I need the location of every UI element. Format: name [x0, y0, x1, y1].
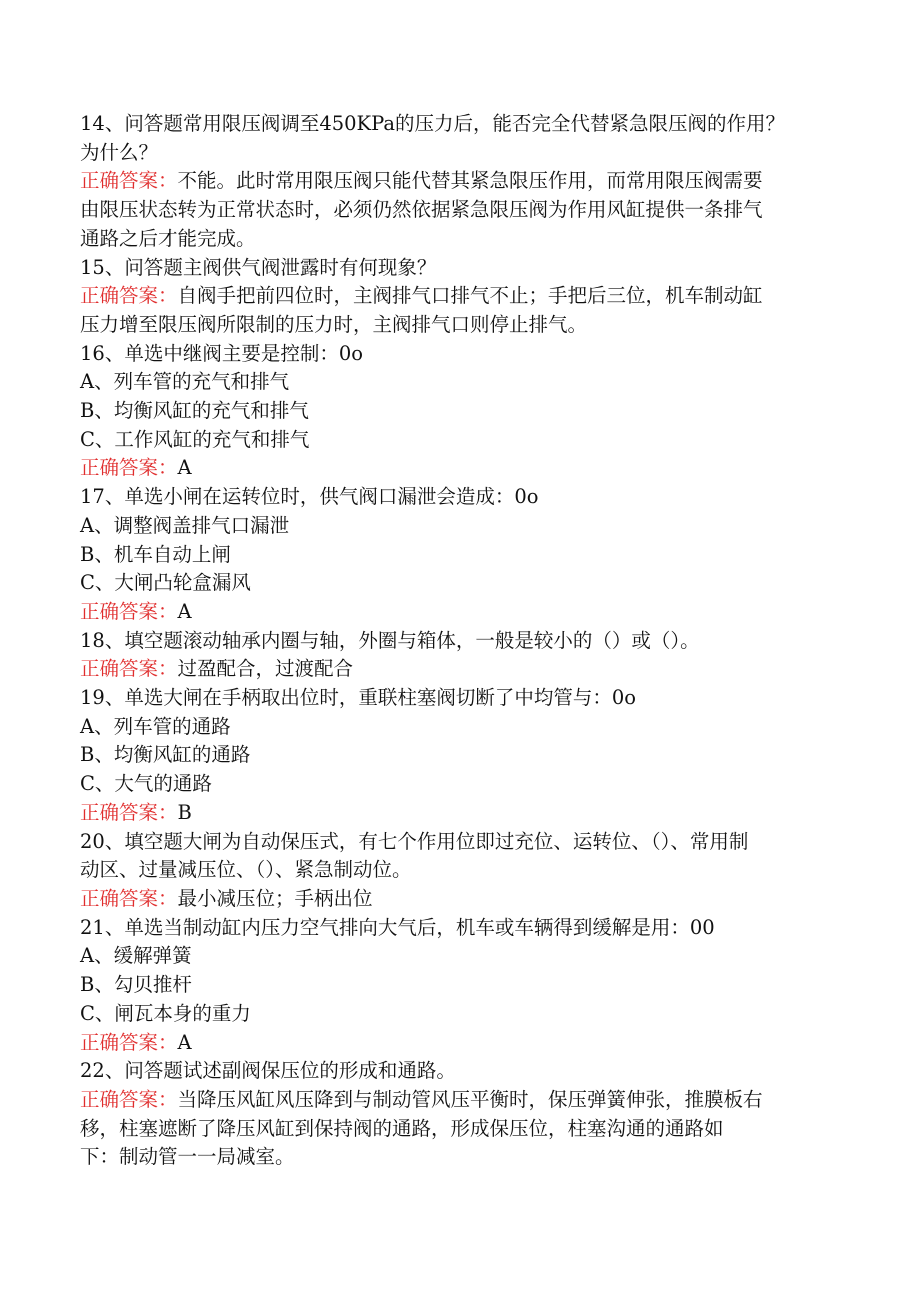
answer-text: 下：制动管一一局减室。 [80, 1145, 295, 1169]
answer-line [80, 167, 840, 196]
question-text: 动区、过量减压位、（）、紧急制动位。 [80, 858, 412, 882]
answer-line [80, 1086, 840, 1115]
question-block [80, 483, 840, 627]
option-item: C、大气的通路 [80, 772, 212, 796]
option-item: B、机车自动上闸 [80, 542, 231, 566]
question-block [80, 110, 840, 254]
answer-line [80, 799, 840, 828]
answer-label: 正确答案： [80, 800, 178, 824]
answer-text: 不能。此时常用限压阀只能代替其紧急限压作用，而常用限压阀需要 [177, 169, 763, 193]
answer-line [80, 598, 840, 627]
question-text: 14、问答题常用限压阀调至450KPa的压力后，能否完全代替紧急限压阀的作用？ [80, 112, 785, 135]
question-block [80, 828, 840, 914]
question-block [80, 684, 840, 828]
answer-label: 正确答案： [80, 657, 178, 681]
question-text: 15、问答题主阀供气阀泄露时有何现象？ [80, 255, 437, 279]
answer-text: 压力增至限压阀所限制的压力时，主阀排气口则停止排气。 [80, 312, 588, 336]
answer-text: A [177, 1030, 192, 1054]
answer-text: B [177, 800, 192, 824]
answer-line [80, 282, 840, 311]
answer-line [80, 1115, 840, 1144]
question-text: 21、单选当制动缸内压力空气排向大气后，机车或车辆得到缓解是用：00 [80, 915, 715, 939]
question-text: 22、问答题试述副阀保压位的形成和通路。 [80, 1059, 456, 1083]
answer-line [80, 454, 840, 483]
question-text: 18、填空题滚动轴承内圈与轴，外圈与箱体，一般是较小的（）或（）。 [80, 628, 700, 652]
option-item: A、列车管的充气和排气 [80, 370, 290, 394]
answer-text: 自阀手把前四位时，主阀排气口排气不止；手把后三位，机车制动缸 [177, 284, 763, 308]
answer-line [80, 655, 840, 684]
answer-text: A [177, 456, 192, 480]
answer-line [80, 1143, 840, 1172]
question-block [80, 627, 840, 684]
answer-label: 正确答案： [80, 456, 178, 480]
answer-label: 正确答案： [80, 1087, 178, 1111]
option-item: A、调整阀盖排气口漏泄 [80, 513, 290, 537]
answer-line [80, 311, 840, 340]
answer-text: A [177, 599, 192, 623]
option-item: A、列车管的通路 [80, 714, 231, 738]
question-text: 为什么？ [80, 140, 159, 164]
answer-text: 最小减压位；手柄出位 [177, 886, 373, 910]
option-item: B、勾贝推杆 [80, 973, 192, 997]
answer-label: 正确答案： [80, 1030, 178, 1054]
answer-text: 通路之后才能完成。 [80, 226, 256, 250]
question-text: 17、单选小闸在运转位时，供气阀口漏泄会造成：0o [80, 485, 539, 509]
option-item: C、工作风缸的充气和排气 [80, 427, 310, 451]
answer-line [80, 1029, 840, 1058]
answer-label: 正确答案： [80, 886, 178, 910]
answer-text: 过盈配合，过渡配合 [177, 657, 354, 681]
question-block [80, 1057, 840, 1172]
answer-text: 移，柱塞遮断了降压风缸到保持阀的通路，形成保压位，柱塞沟通的通路如 [80, 1116, 724, 1140]
answer-line [80, 196, 840, 225]
answer-label: 正确答案： [80, 284, 178, 308]
answer-line [80, 225, 840, 254]
answer-label: 正确答案： [80, 599, 178, 623]
option-item: C、闸瓦本身的重力 [80, 1001, 251, 1025]
question-text: 19、单选大闸在手柄取出位时，重联柱塞阀切断了中均管与：0o [80, 686, 636, 710]
question-block [80, 254, 840, 340]
question-block [80, 340, 840, 484]
question-text: 20、填空题大闸为自动保压式，有七个作用位即过充位、运转位、（）、常用制 [80, 829, 749, 853]
answer-text: 当降压风缸风压降到与制动管风压平衡时，保压弹簧伸张，推膜板右 [177, 1087, 763, 1111]
option-item: C、大闸凸轮盒漏风 [80, 571, 251, 595]
question-block [80, 914, 840, 1058]
question-text: 16、单选中继阀主要是控制：0o [80, 341, 363, 365]
answer-line [80, 885, 840, 914]
answer-label: 正确答案： [80, 169, 178, 193]
option-item: A、缓解弹簧 [80, 944, 192, 968]
answer-text: 由限压状态转为正常状态时，必须仍然依据紧急限压阀为作用风缸提供一条排气 [80, 198, 763, 222]
option-item: B、均衡风缸的通路 [80, 743, 251, 767]
option-item: B、均衡风缸的充气和排气 [80, 399, 309, 423]
document-body [80, 110, 840, 1172]
